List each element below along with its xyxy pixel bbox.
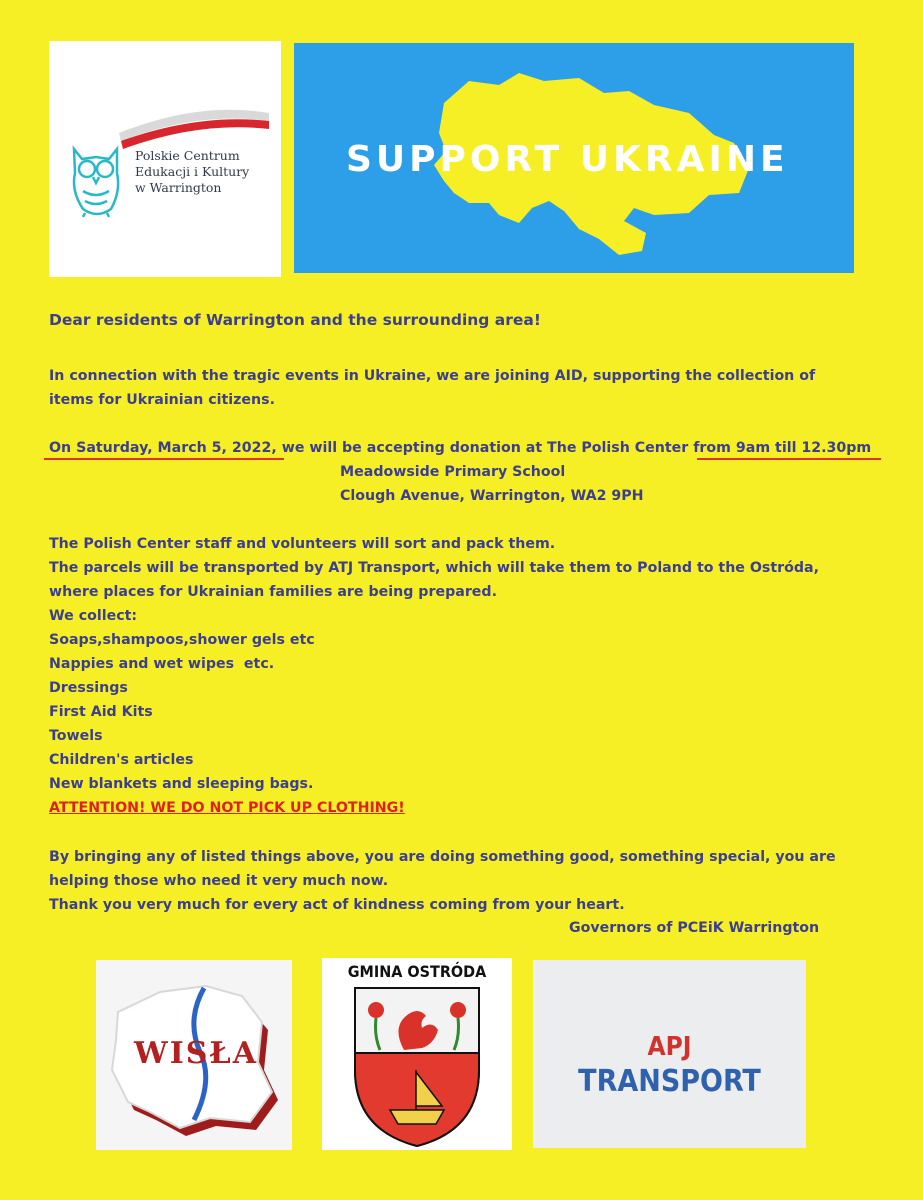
time-underline <box>697 458 881 460</box>
staff-line: The Polish Center staff and volunteers will sort and pack them. <box>49 536 556 552</box>
pceik-logo-line: w Warrington <box>135 180 222 195</box>
ostroda-title: GMINA OSTRÓDA <box>347 962 487 981</box>
pceik-logo-line: Polskie Centrum <box>135 148 240 163</box>
transport-logo-text: TRANSPORT <box>578 1064 761 1099</box>
list-item: Towels <box>49 728 103 744</box>
closing-line: By bringing any of listed things above, you are doing something good, something special, you are <box>49 849 836 865</box>
accepting-text: we will be accepting donation at The Polish Center <box>281 440 689 456</box>
signature: Governors of PCEiK Warrington <box>569 920 820 936</box>
support-ukraine-banner <box>294 43 854 273</box>
wisla-logo <box>96 960 292 1150</box>
address-line: Clough Avenue, Warrington, WA2 9PH <box>340 488 644 504</box>
wisla-text: WISŁA <box>134 1036 258 1071</box>
date-line <box>49 437 871 461</box>
attention-notice: ATTENTION! WE DO NOT PICK UP CLOTHING! <box>49 800 405 816</box>
gmina-ostroda-crest <box>322 958 512 1150</box>
closing-line: Thank you very much for every act of kindness coming from your heart. <box>49 897 625 913</box>
pceik-logo <box>49 41 281 277</box>
closing-line: helping those who need it very much now. <box>49 873 389 889</box>
parcels-line: where places for Ukrainian families are being prepared. <box>49 584 497 600</box>
event-time: from 9am till 12.30pm <box>693 440 872 456</box>
pceik-logo-line: Edukacji i Kultury <box>135 164 250 179</box>
list-item: Dressings <box>49 680 128 696</box>
parcels-line: The parcels will be transported by ATJ Transport, which will take them to Poland to the Ostróda, <box>49 560 820 576</box>
apj-logo-text: APJ <box>647 1032 692 1062</box>
list-item: New blankets and sleeping bags. <box>49 776 314 792</box>
apj-transport-logo <box>533 960 806 1148</box>
coat-of-arms-icon <box>322 958 512 1150</box>
intro-line: items for Ukrainian citizens. <box>49 392 275 408</box>
list-item: Children's articles <box>49 752 194 768</box>
address-line: Meadowside Primary School <box>340 464 566 480</box>
list-item: Soaps,shampoos,shower gels etc <box>49 632 315 648</box>
pceik-logo-text <box>135 148 280 196</box>
event-date: On Saturday, March 5, 2022, <box>49 440 277 456</box>
banner-title: SUPPORT UKRAINE <box>346 139 789 180</box>
greeting: Dear residents of Warrington and the surrounding area! <box>49 311 541 329</box>
list-item: First Aid Kits <box>49 704 153 720</box>
collect-heading: We collect: <box>49 608 138 624</box>
date-underline <box>44 458 284 460</box>
intro-line: In connection with the tragic events in Ukraine, we are joining AID, supporting the collection of <box>49 368 816 384</box>
list-item: Nappies and wet wipes etc. <box>49 656 275 672</box>
